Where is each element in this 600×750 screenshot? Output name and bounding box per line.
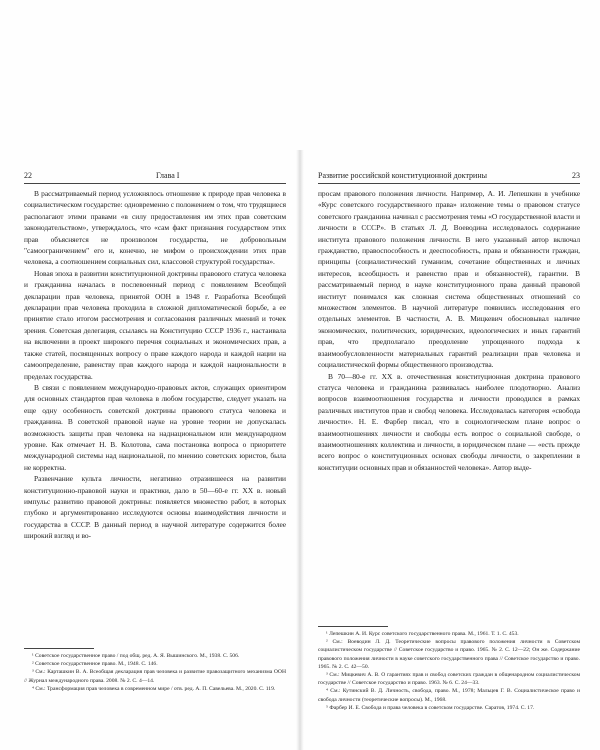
footnote: ¹ Лепешкин А. И. Курс советского государственного права. М., 1961. Т. 1. С. 453. <box>326 631 519 637</box>
page-number: 23 <box>572 171 580 180</box>
footnote: ² См.: Воеводин Л. Д. Теоретические вопросы правового положения личности в Советском социалистическом государстве // Советское государство и право. 1965. № 2. С. 12—22; Он же. Содержание правового положения личности в науке советского государственного права // Советское государство и право. 1965. № 2. С. 42—50. <box>318 639 580 670</box>
paragraph: В рассматриваемый период усложнялось отношение к природе прав человека в социалистическом государстве: одновременно с положением о том, что трудящиеся располагают этими правами «в силу предоставления им этих прав советским законодательством», утверждалось, что «сам факт признания государством этих прав объясняется не произволом государства, не добровольным "самоограничением" его и, конечно, не мифом о происхождении этих прав человека, а соотношением социальных сил, классовой структурой государства». <box>24 189 286 267</box>
paragraph: В связи с появлением международно-правовых актов, служащих ориентиром для основных стандартов прав человека в любом государстве, следует указать на еще одну особенность советской доктрины правового статуса человека и гражданина. В советской правовой науке на уровне теории не допускалась возможность защиты прав человека на наднациональном или международном уровне. Как отмечает Н. В. Колотова, сама постановка вопроса о приоритете международной системы над национальной, по мнению советских юристов, была не корректна. <box>24 382 286 472</box>
footnote: ³ См.: Карташкин В. А. Всеобщая декларация прав человека и развитие правозащитного механизма ООН // Журнал международного права. 2008. № 2. С. 4—14. <box>24 669 286 684</box>
header-rule <box>318 183 580 184</box>
footnote-rule <box>318 626 388 627</box>
running-title: Глава I <box>156 171 180 180</box>
footnote-rule <box>24 648 94 649</box>
footnote: ³ См.: Мицкевич А. В. О гарантиях прав и свобод советских граждан в общенародном социалистическом государстве // Советское государство и право. 1963. № 6. С. 24—33. <box>318 672 580 687</box>
header-rule <box>24 183 286 184</box>
footnote: ⁴ См.: Трансформация прав человека в современном мире / отв. ред. А. П. Савельева. М., 2020. С. 119. <box>32 685 276 692</box>
book-gutter <box>296 150 304 750</box>
page-number: 22 <box>24 171 32 180</box>
running-head <box>318 170 580 182</box>
paragraph: просам правового положения личности. Например, А. И. Лепешкин в учебнике «Курс советского государственного права» изложение темы о правовом статусе советского гражданина начинал с рассмотрения темы «О государственной власти и личности в СССР». В статьях Л. Д. Воеводина исследовалось содержание института правового положения личности. В него указанный автор включал гражданство, правоспособность и дееспособность, права и обязанности граждан, принципы (социалистический гуманизм, сочетание общественных и личных интересов, всеобщность и равенство прав и обязанностей), гарантии. В рассматриваемый период в науке конституционного права данный правовой институт понимался как сложная система общественных отношений со множеством элементов. В научной литературе появились исследования его отдельных элементов. В частности, А. В. Мицкевич обосновывал наличие экономических, политических, юридических, идеологических и иных гарантий прав, что предполагало преодоление упрощенного подхода к взаимообусловленности материальных гарантий реализации прав человека и социалистической формы общественного производства. <box>318 189 580 370</box>
running-head <box>24 170 286 182</box>
footnotes <box>318 626 580 712</box>
paragraph: Новая эпоха в развитии конституционной доктрины правового статуса человека и гражданина началась в послевоенный период с появлением Всеобщей декларации прав человека, принятой ООН в 1948 г. Разработка Всеобщей декларации прав человека проходила в сложной дипломатической борьбе, а ее принятие стало итогом рассмотрения и согласования различных мнений и точек зрения. Советская делегация, ссылаясь на Конституцию СССР 1936 г., настаивала на включении в проект широкого перечня социальных и экономических прав, а также статей, посвященных вопросу о праве каждого народа и каждой нации на самоопределение, равенству прав каждого народа и каждой национальности в пределах государства. <box>24 268 286 381</box>
footnote: ⁵ Фарбер И. Е. Свобода и права человека в советском государстве. Саратов, 1974. С. 17. <box>326 704 535 711</box>
page-body <box>318 188 580 473</box>
footnote: ² Советское государственное право. М., 1948. С. 146. <box>32 661 158 668</box>
page-body <box>24 188 286 542</box>
footnotes <box>24 648 286 693</box>
footnote: ¹ Советское государственное право / под общ. ред. А. Я. Вышинского. М., 1938. С. 506. <box>32 653 240 659</box>
paragraph: Развенчание культа личности, негативно отразившееся на развитии конституционно-правовой науки и практики, дало в 50—60-е гг. XX в. новый импульс развитию правовой доктрины: появляется множество работ, в которых глубоко и аргументированно исследуются основы взаимодействия личности и государства в СССР. В данный период в научной литературе содержится более широкий взгляд и во- <box>24 474 286 541</box>
running-title: Развитие российской конституционной доктрины <box>318 171 487 180</box>
paragraph: В 70—80-е гг. XX в. отечественная конституционная доктрина правового статуса человека и гражданина развивалась наиболее плодотворно. Анализ вопросов взаимоотношения государства и личности проводился в рамках различных институтов прав и свобод человека. Исследовалась категория «свобода личности». Н. Е. Фарбер писал, что в социологическом плане вопрос о взаимоотношениях личности и свободы есть вопрос о социальной свободе, о взаимоотношениях коллектива и личности, в юридическом плане — «есть прежде всего вопрос о конституционных основах свободы личности, о закреплении в конституции основных прав и обязанностей человека». Автор выде- <box>318 371 580 472</box>
footnote: ⁴ См.: Кутинский В. Д. Личность, свобода, право. М., 1978; Мальцев Г. В. Социалистическое право и свобода личности (теоретические вопросы). М., 1968. <box>318 688 580 703</box>
